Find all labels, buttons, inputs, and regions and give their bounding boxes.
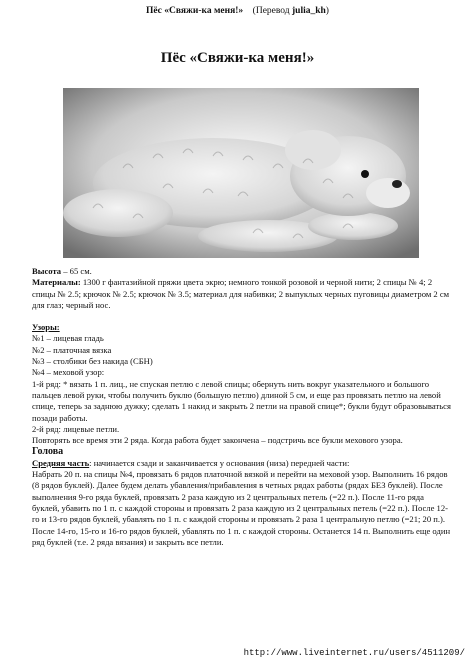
height-line xyxy=(32,266,452,277)
document-body xyxy=(32,266,452,548)
pattern-row-1: 1-й ряд: * вязать 1 п. лиц., не спуская петлю с левой спицы; обернуть нить вокруг указательного и большого пальцев левой руки, чтобы получить буклю (большую петлю) длиной 5 см, и еще раз провязать петлю на левой спице, теперь за заднюю дужку; сделать 1 накид и закрыть 2 петли на правой спице*; букли будут образовываться позади работы. xyxy=(32,378,451,423)
head-instructions: Набрать 20 п. на спицы №4, провязать 6 рядов платочной вязкой и перейти на меховой узор. Выполнить 16 рядов (8 рядов буклей). Далее будем делать убавления/прибавления в четных рядах работы (рядах БЕЗ буклей). После выполнения 9-го ряда буклей, провязать 2 раза каждую из 2 центральных петель (=22 п.). После 11-го ряда буклей, убавить по 1 п. с каждой стороны и провязать 2 раза каждую из 2 центральных петель (=22 п.). После 12-го и 13-го рядов буклей, убавлять по 1 п. с каждой стороны и провязать 2 раза 1 центральную петлю (=21; 20 п.). После 14-го, 15-го и 16-го рядов буклей, убавлять по 1 п. с каждой стороны. Останется 14 п. Выполнить еще один ряд буклей (т.е. 2 ряда вязания) и закрыть все петли. xyxy=(32,469,451,547)
middle-part-line xyxy=(32,458,452,469)
height-value: – 65 см. xyxy=(61,266,92,276)
height-label: Высота xyxy=(32,266,62,276)
materials-value: 1300 г фантазийной пряжи цвета экрю; немного тонкой розовой и черной нити; 2 спицы № 4; 2 спицы № 2.5; крючок № 2.5; крючок № 3.5; материал для набивки; 2 выпуклых черных пуговицы диаметром 2 см для глаз; черный нос. xyxy=(32,277,450,310)
header-translation-suffix: ) xyxy=(325,6,329,16)
pattern-item: №3 – столбики без накида (СБН) xyxy=(32,356,153,367)
section-heading-head: Голова xyxy=(32,446,64,458)
materials-label: Материалы: xyxy=(32,277,81,288)
page-header xyxy=(0,6,475,16)
pattern-row-2: 2-й ряд: лицевые петли. xyxy=(32,423,120,434)
pattern-repeat-note: Повторять все время эти 2 ряда. Когда работа будет закончена – подстричь все букли мехового узора. xyxy=(32,435,403,446)
middle-part-intro: : начинается сзади и заканчивается у основания (низа) передней части: xyxy=(89,457,350,468)
header-title: Пёс «Свяжи-ка меня!» xyxy=(146,6,244,16)
toy-dog-photo xyxy=(63,88,419,258)
header-translator: julia_kh xyxy=(292,6,326,16)
pattern-item: №4 – меховой узор: xyxy=(32,367,105,378)
page-title: Пёс «Свяжи-ка меня!» xyxy=(160,50,315,66)
header-translation-prefix: (Перевод xyxy=(252,6,292,16)
pattern-item: №2 – платочная вязка xyxy=(32,344,112,355)
middle-part-label: Средняя часть xyxy=(32,457,90,468)
patterns-heading: Узоры: xyxy=(32,322,60,333)
materials-line xyxy=(32,277,452,311)
pattern-item: №1 – лицевая гладь xyxy=(32,333,104,344)
source-url: http://www.liveinternet.ru/users/4511209/ xyxy=(243,648,465,658)
